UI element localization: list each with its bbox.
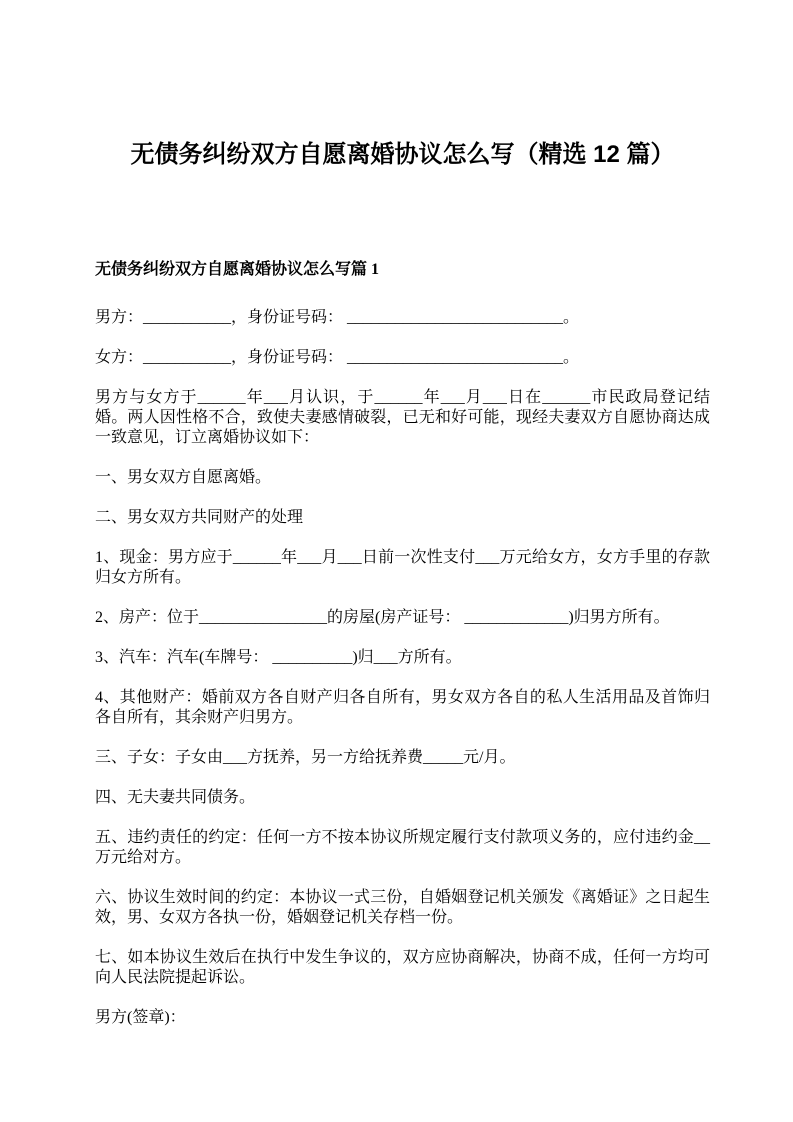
article-1-section [95, 260, 710, 1028]
clause-2-item-4-other-property: 4、其他财产：婚前双方各自财产归各自所有，男女双方各自的私人生活用品及首饰归各自所有，其余财产归男方。 [95, 689, 710, 726]
preamble-paragraph: 男方与女方于______年___月认识，于______年___月___日在______市民政局登记结婚。两人因性格不合，致使夫妻感情破裂，已无和好可能，现经夫妻双方自愿协商达成一致意见，订立离婚协议如下： [95, 389, 710, 446]
clause-7-dispute-resolution: 七、如本协议生效后在执行中发生争议的，双方应协商解决，协商不成，任何一方均可向人民法院提起诉讼。 [95, 949, 710, 986]
clause-1-voluntary-divorce: 一、男女双方自愿离婚。 [95, 469, 272, 486]
clause-4-no-joint-debt: 四、无夫妻共同债务。 [95, 789, 256, 806]
clause-2-property-heading: 二、男女双方共同财产的处理 [95, 509, 304, 526]
clause-2-item-2-house: 2、房产：位于________________的房屋(房产证号： _____________)归男方所有。 [95, 609, 670, 626]
clause-3-children-custody: 三、子女：子女由___方抚养，另一方给抚养费_____元/月。 [95, 749, 516, 766]
clause-2-item-1-cash: 1、现金：男方应于______年___月___日前一次性支付___万元给女方，女方手里的存款归女方所有。 [95, 549, 710, 586]
document-title: 无债务纠纷双方自愿离婚协议怎么写（精选 12 篇） [130, 141, 675, 168]
article-1-heading: 无债务纠纷双方自愿离婚协议怎么写篇 1 [95, 261, 380, 278]
party-b-identity-line: 女方：___________，身份证号码： ___________________________。 [95, 349, 580, 366]
clause-6-effective-time: 六、协议生效时间的约定：本协议一式三份，自婚姻登记机关颁发《离婚证》之日起生效，男、女双方各执一份，婚姻登记机关存档一份。 [95, 889, 710, 926]
party-a-identity-line: 男方：___________，身份证号码： ___________________________。 [95, 309, 580, 326]
clause-5-breach-liability: 五、违约责任的约定：任何一方不按本协议所规定履行支付款项义务的，应付违约金__万元给对方。 [95, 829, 710, 866]
party-a-signature-line: 男方(签章)： [95, 1009, 186, 1026]
clause-2-item-3-car: 3、汽车：汽车(车牌号： __________)归___方所有。 [95, 649, 462, 666]
